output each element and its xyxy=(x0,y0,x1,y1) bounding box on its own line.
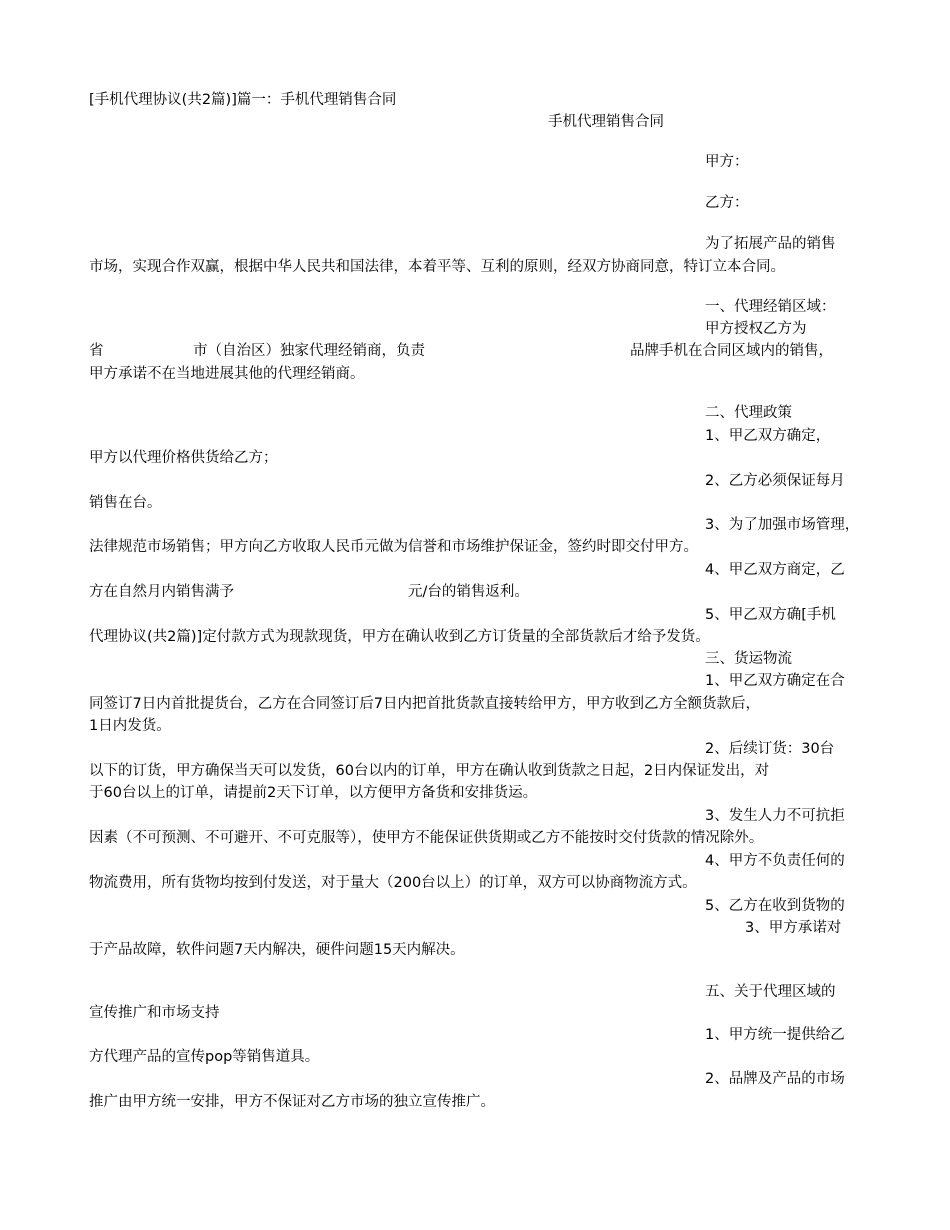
party-b-label: 乙方： xyxy=(705,195,749,211)
section-5-title: 五、关于代理区域的 xyxy=(705,984,836,1000)
party-a-label: 甲方： xyxy=(705,154,749,170)
section-2-item-5a: 5、甲乙双方确[手机 xyxy=(705,607,836,623)
section-3-item-1b: 同签订7日内首批提货台，乙方在合同签订后7日内把首批货款直接转给甲方，甲方收到乙方全额货款后， xyxy=(89,696,760,712)
section-3-item-2a: 2、后续订货：30台 xyxy=(705,741,835,757)
section-2-item-5b: 代理协议(共2篇)]定付款方式为现款现货，甲方在确认收到乙方订货量的全部货款后才给予发货。 xyxy=(89,629,710,645)
section-3-item-3a: 3、发生人力不可抗拒 xyxy=(705,808,845,824)
section-5-item-1a: 1、甲方统一提供给乙 xyxy=(705,1027,845,1043)
section-2-item-2b: 销售在台。 xyxy=(89,495,162,511)
section-3-item-5b: 3、甲方承诺对 xyxy=(745,920,842,936)
section-3-item-1c: 1日内发货。 xyxy=(89,718,171,734)
section-5-line-1: 宣传推广和市场支持 xyxy=(89,1005,220,1021)
section-1-province: 省 xyxy=(89,343,104,359)
section-3-item-4b: 物流费用，所有货物均按到付发送，对于量大（200台以上）的订单，双方可以协商物流方式。 xyxy=(89,875,697,891)
document-heading: [手机代理协议(共2篇)]篇一：手机代理销售合同 xyxy=(89,92,397,108)
intro-line-1: 为了拓展产品的销售 xyxy=(705,236,836,252)
section-2-item-4a: 4、甲乙双方商定，乙 xyxy=(705,562,845,578)
section-2-item-3b: 法律规范市场销售；甲方向乙方收取人民币元做为信誉和市场维护保证金，签约时即交付甲方。 xyxy=(89,539,698,555)
section-3-item-2c: 于60台以上的订单，请提前2天下订单，以方便甲方备货和安排货运。 xyxy=(89,785,538,801)
section-5-item-1b: 方代理产品的宣传pop等销售道具。 xyxy=(89,1049,320,1065)
section-1-title: 一、代理经销区域： xyxy=(705,299,836,315)
intro-line-2: 市场，实现合作双赢，根据中华人民共和国法律，本着平等、互利的原则，经双方协商同意，特订立本合同。 xyxy=(89,259,785,275)
section-2-item-2a: 2、乙方必须保证每月 xyxy=(705,473,845,489)
section-2-item-1b: 甲方以代理价格供货给乙方； xyxy=(89,450,278,466)
section-1-line-3: 甲方承诺不在当地进展其他的代理经销商。 xyxy=(89,366,365,382)
section-2-item-4c: 元/台的销售返利。 xyxy=(408,584,529,600)
section-3-item-5a: 5、乙方在收到货物的 xyxy=(705,898,845,914)
section-3-title: 三、货运物流 xyxy=(705,651,792,667)
section-5-item-2b: 推广由甲方统一安排，甲方不保证对乙方市场的独立宣传推广。 xyxy=(89,1094,495,1110)
section-3-item-4a: 4、甲方不负责任何的 xyxy=(705,853,845,869)
section-2-item-3a: 3、为了加强市场管理， xyxy=(705,517,860,533)
section-3-item-5c: 于产品故障，软件问题7天内解决，硬件问题15天内解决。 xyxy=(89,942,465,958)
contract-title: 手机代理销售合同 xyxy=(548,114,664,130)
section-3-item-1a: 1、甲乙双方确定在合 xyxy=(705,673,845,689)
section-2-item-4b: 方在自然月内销售满予 xyxy=(89,584,234,600)
section-1-city: 市（自治区）独家代理经销商，负责 xyxy=(193,343,425,359)
section-1-brand: 品牌手机在合同区域内的销售， xyxy=(630,343,833,359)
section-3-item-2b: 以下的订货，甲方确保当天可以发货，60台以内的订单，甲方在确认收到货款之日起，2日内保证发出，对 xyxy=(89,763,770,779)
section-2-title: 二、代理政策 xyxy=(705,405,792,421)
section-2-item-1a: 1、甲乙双方确定， xyxy=(705,428,831,444)
section-3-item-3b: 因素（不可预测、不可避开、不可克服等），使甲方不能保证供货期或乙方不能按时交付货款的情况除外。 xyxy=(89,830,764,846)
section-5-item-2a: 2、品牌及产品的市场 xyxy=(705,1071,845,1087)
section-1-line-1: 甲方授权乙方为 xyxy=(705,321,807,337)
